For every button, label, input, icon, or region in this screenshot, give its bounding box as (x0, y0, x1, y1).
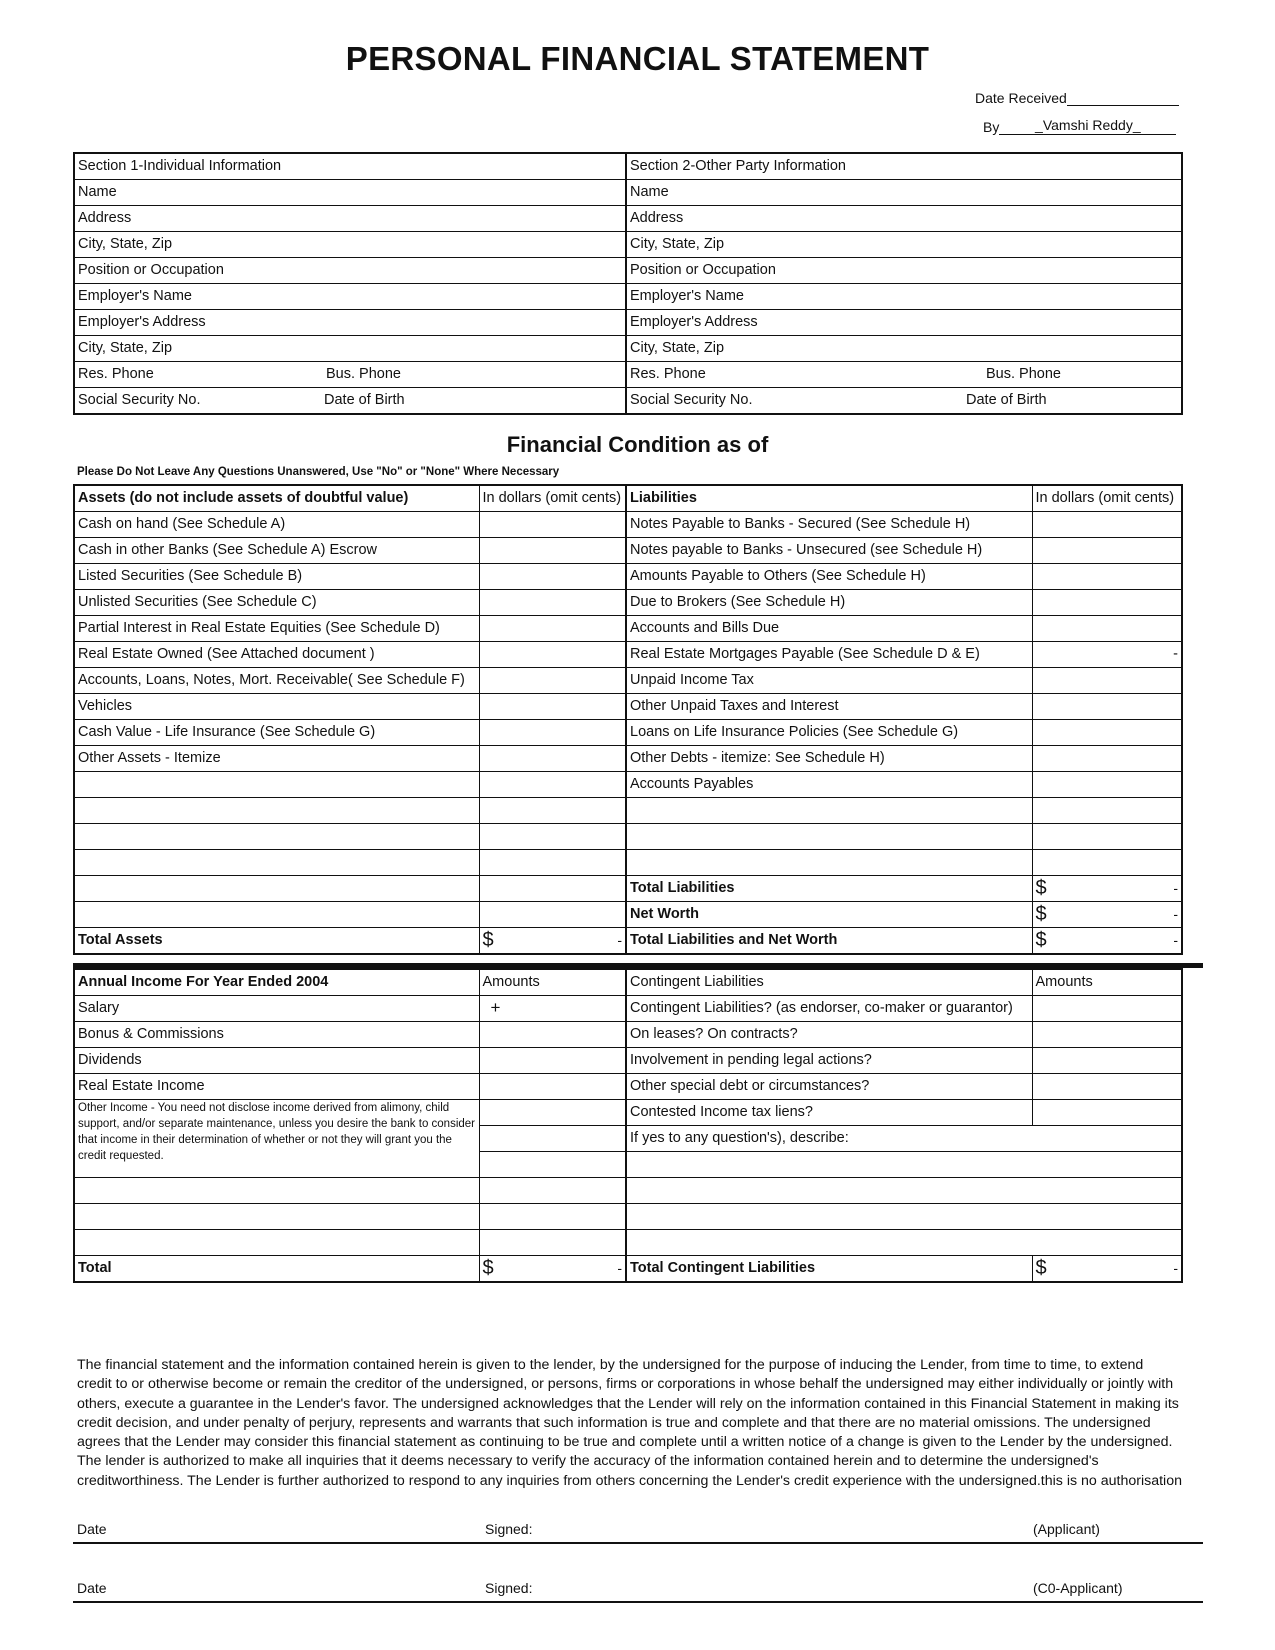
total-contingent-amount[interactable] (1032, 1256, 1182, 1283)
income-amount[interactable] (479, 1074, 626, 1100)
income-total-amount[interactable] (479, 1256, 626, 1283)
asset-blank-row[interactable] (74, 902, 479, 928)
liability-amount[interactable] (1032, 694, 1182, 720)
total-assets-label: Total Assets (74, 928, 479, 955)
contingent-amount[interactable] (1032, 1074, 1182, 1100)
income-amount[interactable] (479, 1178, 626, 1204)
applicant-signed-label: Signed: (485, 1521, 533, 1537)
asset-blank-row[interactable] (74, 850, 479, 876)
income-amount[interactable] (479, 1152, 626, 1178)
income-amount-header: Amounts (479, 969, 626, 996)
liability-row: Other Unpaid Taxes and Interest (626, 694, 1032, 720)
section2-title: Section 2-Other Party Information (626, 153, 1182, 180)
income-amount[interactable] (479, 1126, 626, 1152)
asset-amount[interactable] (479, 824, 626, 850)
liability-amount[interactable] (1032, 538, 1182, 564)
contingent-describe: If yes to any question's), describe: (626, 1126, 1182, 1152)
asset-amount[interactable] (479, 902, 626, 928)
asset-amount[interactable] (479, 512, 626, 538)
statement-line: The financial statement and the information contained herein is given to the lender, by the undersigned for the purpose of inducing the Lender, from time to time, to extend (77, 1357, 1144, 1373)
asset-row: Cash Value - Life Insurance (See Schedule G) (74, 720, 479, 746)
total-liabilities-net-worth-amount[interactable] (1032, 928, 1182, 955)
asset-row: Listed Securities (See Schedule B) (74, 564, 479, 590)
total-liabilities-amount[interactable] (1032, 876, 1182, 902)
statement-line: credit to or otherwise become or remain the creditor of the undersigned, or persons, firms or corporations in whose behalf the undersigned may either individually or jointly with (77, 1376, 1174, 1393)
liability-amount[interactable] (1032, 798, 1182, 824)
asset-row: Vehicles (74, 694, 479, 720)
s2-row[interactable]: City, State, Zip (626, 232, 1182, 258)
date-received-label: Date Received (975, 90, 1067, 106)
s1-res-phone: Res. Phone (78, 366, 154, 382)
asset-amount[interactable] (479, 798, 626, 824)
liabilities-amount-header: In dollars (omit cents) (1032, 485, 1182, 512)
s1-row[interactable]: Address (74, 206, 626, 232)
contingent-amount[interactable] (1032, 1022, 1182, 1048)
financial-condition-title: Financial Condition as of (506, 432, 769, 457)
liability-blank-row[interactable] (626, 824, 1032, 850)
statement-line: creditworthiness. The Lender is further authorized to respond to any inquiries from others concerning the Lender's credit experience with the undersigned.this is no authorisation (77, 1472, 1182, 1489)
contingent-amount[interactable] (1032, 996, 1182, 1022)
assets-liabilities-table (73, 484, 1183, 955)
s2-row[interactable]: Position or Occupation (626, 258, 1182, 284)
assets-header: Assets (do not include assets of doubtful value) (74, 485, 479, 512)
income-total-label: Total (74, 1256, 479, 1283)
contingent-amount-header: Amounts (1032, 969, 1182, 996)
s2-res-phone: Res. Phone (630, 366, 706, 382)
income-total-value: - (617, 1260, 622, 1276)
liability-amount[interactable] (1032, 668, 1182, 694)
income-amount[interactable] (479, 1230, 626, 1256)
s2-row[interactable]: Address (626, 206, 1182, 232)
s1-row[interactable]: Name (74, 180, 626, 206)
statement-line: credit decision, and under penalty of perjury, represents and warrants that such information is true and complete and that there are no material omissions. The undersigned (77, 1414, 1151, 1431)
income-row: Real Estate Income (74, 1074, 479, 1100)
liability-amount[interactable] (1032, 590, 1182, 616)
by-label: By (983, 119, 1000, 135)
asset-amount[interactable] (479, 564, 626, 590)
liability-amount[interactable] (1032, 746, 1182, 772)
other-income-note: Other Income - You need not disclose income derived from alimony, child support, and/or separate maintenance, unless you desire the bank to consider that income in their determination of whether or not they will grant you the credit requested. (74, 1100, 479, 1178)
asset-amount[interactable] (479, 876, 626, 902)
s2-dob: Date of Birth (966, 392, 1047, 408)
s1-ssn: Social Security No. (78, 392, 201, 408)
s1-phones[interactable] (74, 362, 626, 388)
applicant-signature-line[interactable] (73, 1542, 1203, 1544)
net-worth-value: - (1173, 906, 1178, 922)
asset-row: Cash on hand (See Schedule A) (74, 512, 479, 538)
income-amount[interactable] (479, 996, 626, 1022)
contingent-row: On leases? On contracts? (626, 1022, 1032, 1048)
asset-blank-row[interactable] (74, 798, 479, 824)
income-amount[interactable] (479, 1100, 626, 1126)
asset-row: Partial Interest in Real Estate Equities (See Schedule D) (74, 616, 479, 642)
contingent-describe-line[interactable] (626, 1230, 1182, 1256)
total-liabilities-value: - (1173, 880, 1178, 896)
net-worth-label: Net Worth (626, 902, 1032, 928)
s1-row[interactable]: Employer's Address (74, 310, 626, 336)
currency-sign: $ (1035, 903, 1047, 925)
total-contingent-value: - (1173, 1260, 1178, 1276)
liability-amount-mortgage[interactable]: - (1032, 642, 1182, 668)
s2-row[interactable]: Employer's Address (626, 310, 1182, 336)
total-liabilities-net-worth-value: - (1173, 932, 1178, 948)
s2-row[interactable]: Employer's Name (626, 284, 1182, 310)
coapplicant-signed-label: Signed: (485, 1580, 533, 1596)
s1-bus-phone: Bus. Phone (326, 366, 401, 382)
section1-title: Section 1-Individual Information (74, 153, 626, 180)
liability-amount[interactable] (1032, 720, 1182, 746)
s2-phones[interactable] (626, 362, 1182, 388)
contingent-describe-line[interactable] (626, 1204, 1182, 1230)
asset-amount[interactable] (479, 694, 626, 720)
net-worth-amount[interactable] (1032, 902, 1182, 928)
liability-row: Accounts and Bills Due (626, 616, 1032, 642)
asset-blank-row[interactable] (74, 772, 479, 798)
total-assets-amount[interactable] (479, 928, 626, 955)
currency-sign: $ (482, 929, 494, 951)
income-row: Salary (74, 996, 479, 1022)
contingent-row: Involvement in pending legal actions? (626, 1048, 1032, 1074)
asset-amount[interactable] (479, 616, 626, 642)
asset-amount[interactable] (479, 746, 626, 772)
income-blank-row[interactable] (74, 1230, 479, 1256)
by-value: _Vamshi Reddy_ (1035, 117, 1141, 133)
liability-row: Loans on Life Insurance Policies (See Schedule G) (626, 720, 1032, 746)
personal-info-table (73, 152, 1183, 415)
contingent-row: Contested Income tax liens? (626, 1100, 1032, 1126)
s1-row[interactable]: Position or Occupation (74, 258, 626, 284)
income-amount[interactable] (479, 1048, 626, 1074)
income-amount[interactable] (479, 1204, 626, 1230)
liability-row: Notes payable to Banks - Unsecured (see Schedule H) (626, 538, 1032, 564)
currency-sign: $ (1035, 877, 1047, 899)
liability-row: Accounts Payables (626, 772, 1032, 798)
asset-amount[interactable] (479, 642, 626, 668)
asset-amount[interactable] (479, 772, 626, 798)
asset-blank-row[interactable] (74, 876, 479, 902)
s1-row[interactable]: City, State, Zip (74, 232, 626, 258)
liability-amount[interactable] (1032, 850, 1182, 876)
liability-amount[interactable] (1032, 512, 1182, 538)
statement-paragraph (77, 1356, 1202, 1491)
total-liabilities-net-worth-label: Total Liabilities and Net Worth (626, 928, 1032, 955)
coapplicant-signature-line[interactable] (73, 1601, 1203, 1603)
contingent-amount[interactable] (1032, 1100, 1182, 1126)
asset-amount[interactable] (479, 668, 626, 694)
applicant-date-label: Date (77, 1521, 107, 1537)
liability-row: Amounts Payable to Others (See Schedule H) (626, 564, 1032, 590)
currency-sign: $ (1035, 1257, 1047, 1279)
coapplicant-label: (C0-Applicant) (1033, 1580, 1123, 1596)
s2-bus-phone: Bus. Phone (986, 366, 1061, 382)
statement-line: others, execute a guarantee in the Lender's favor. The undersigned acknowledges that the Lender will rely on the information contained in this Financial Statement in making its (77, 1395, 1179, 1412)
total-contingent-label: Total Contingent Liabilities (626, 1256, 1032, 1283)
asset-row: Real Estate Owned (See Attached document ) (74, 642, 479, 668)
contingent-header: Contingent Liabilities (626, 969, 1032, 996)
contingent-row: Contingent Liabilities? (as endorser, co-maker or guarantor) (626, 996, 1032, 1022)
s1-ssn-dob[interactable] (74, 388, 626, 415)
asset-blank-row[interactable] (74, 824, 479, 850)
asset-row: Cash in other Banks (See Schedule A) Escrow (74, 538, 479, 564)
plus-icon: + (490, 998, 501, 1017)
by-field[interactable] (999, 117, 1176, 135)
contingent-amount[interactable] (1032, 1048, 1182, 1074)
income-header: Annual Income For Year Ended 2004 (74, 969, 479, 996)
liability-row: Other Debts - itemize: See Schedule H) (626, 746, 1032, 772)
contingent-row: Other special debt or circumstances? (626, 1074, 1032, 1100)
liability-blank-row[interactable] (626, 850, 1032, 876)
asset-row: Accounts, Loans, Notes, Mort. Receivable( See Schedule F) (74, 668, 479, 694)
income-amount[interactable] (479, 1022, 626, 1048)
contingent-describe-line[interactable] (626, 1178, 1182, 1204)
liability-blank-row[interactable] (626, 798, 1032, 824)
currency-sign: $ (1035, 929, 1047, 951)
liability-amount[interactable] (1032, 564, 1182, 590)
s2-row[interactable]: Name (626, 180, 1182, 206)
income-row: Bonus & Commissions (74, 1022, 479, 1048)
date-received (975, 88, 1179, 106)
liability-amount[interactable] (1032, 772, 1182, 798)
s1-row[interactable]: City, State, Zip (74, 336, 626, 362)
applicant-label: (Applicant) (1033, 1521, 1100, 1537)
liability-row: Unpaid Income Tax (626, 668, 1032, 694)
liability-amount[interactable] (1032, 616, 1182, 642)
asset-amount[interactable] (479, 720, 626, 746)
assets-amount-header: In dollars (omit cents) (479, 485, 626, 512)
asset-amount[interactable] (479, 850, 626, 876)
s1-row[interactable]: Employer's Name (74, 284, 626, 310)
by-line (983, 117, 1176, 135)
statement-line: agrees that the Lender may consider this financial statement as continuing to be true and complete until a written notice of a change is given to the Lender by the undersigned. (77, 1434, 1173, 1451)
asset-row: Other Assets - Itemize (74, 746, 479, 772)
instruction-note: Please Do Not Leave Any Questions Unanswered, Use "No" or "None" Where Necessary (77, 466, 560, 478)
s1-dob: Date of Birth (324, 392, 405, 408)
income-blank-row[interactable] (74, 1204, 479, 1230)
s2-ssn: Social Security No. (630, 392, 753, 408)
total-assets-value: - (617, 932, 622, 948)
asset-amount[interactable] (479, 590, 626, 616)
liabilities-header: Liabilities (626, 485, 1032, 512)
liability-amount[interactable] (1032, 824, 1182, 850)
contingent-describe-line[interactable] (626, 1152, 1182, 1178)
liability-row: Due to Brokers (See Schedule H) (626, 590, 1032, 616)
income-row: Dividends (74, 1048, 479, 1074)
statement-line: The lender is authorized to make all inquiries that it deems necessary to verify the accuracy of the information contained herein and to determine the undersigned's (77, 1453, 1099, 1470)
income-contingent-table (73, 968, 1183, 1283)
asset-row: Unlisted Securities (See Schedule C) (74, 590, 479, 616)
total-liabilities-label: Total Liabilities (626, 876, 1032, 902)
s2-row[interactable]: City, State, Zip (626, 336, 1182, 362)
liability-row: Notes Payable to Banks - Secured (See Schedule H) (626, 512, 1032, 538)
asset-amount[interactable] (479, 538, 626, 564)
s2-ssn-dob[interactable] (626, 388, 1182, 415)
currency-sign: $ (482, 1257, 494, 1279)
liability-row: Real Estate Mortgages Payable (See Schedule D & E) (626, 642, 1032, 668)
income-blank-row[interactable] (74, 1178, 479, 1204)
coapplicant-date-label: Date (77, 1580, 107, 1596)
date-received-field[interactable] (1067, 88, 1179, 106)
page-title: PERSONAL FINANCIAL STATEMENT (345, 40, 930, 77)
